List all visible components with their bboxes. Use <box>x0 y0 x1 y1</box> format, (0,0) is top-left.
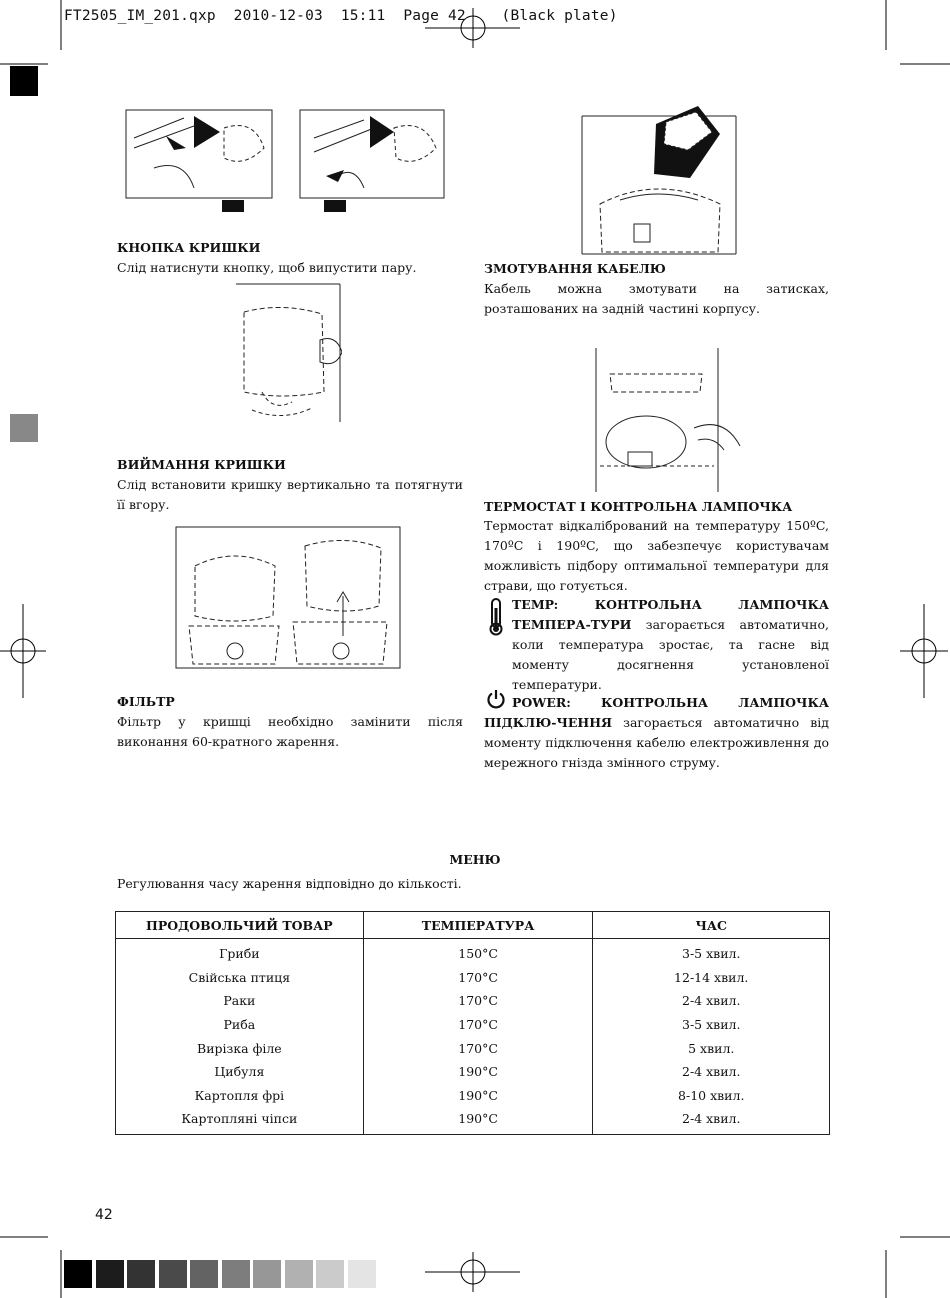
cell-time: 2-4 хвил. <box>593 1107 830 1134</box>
side-mark-black <box>10 66 38 96</box>
power-indicator-text <box>484 693 829 773</box>
cell-temperature: 190°C <box>363 1060 593 1084</box>
cell-food: Картопля фрі <box>116 1084 364 1108</box>
color-swatch <box>96 1260 124 1288</box>
filter-text: Фільтр у кришці необхідно замінити після виконання 60-кратного жарення. <box>117 714 463 749</box>
table-row <box>116 1036 830 1060</box>
filter-title: ФІЛЬТР <box>117 694 175 709</box>
menu-subtitle: Регулювання часу жарення відповідно до кількості. <box>117 876 462 891</box>
lid-removal-title: ВИЙМАННЯ КРИШКИ <box>117 457 286 472</box>
steam-button-illustration <box>232 282 342 424</box>
table-row <box>116 939 830 966</box>
cell-food: Свійська птиця <box>116 966 364 990</box>
header-time: ЧАС <box>593 912 830 939</box>
temp-indicator-text <box>512 595 829 695</box>
cell-time: 2-4 хвил. <box>593 1060 830 1084</box>
page-number: 42 <box>95 1207 113 1223</box>
temp-indicator-body: загорається автоматично, коли температура зростає, та гасне від моменту досягнення установленої температури. <box>512 617 829 692</box>
cell-temperature: 170°C <box>363 966 593 990</box>
lid-button-illustration <box>124 108 446 214</box>
fryer-illustration <box>580 104 738 256</box>
menu-title: МЕНЮ <box>449 852 501 867</box>
cell-temperature: 170°C <box>363 1036 593 1060</box>
cell-food: Раки <box>116 989 364 1013</box>
cell-time: 8-10 хвил. <box>593 1084 830 1108</box>
table-row <box>116 1107 830 1134</box>
power-indicator-lead: POWER: КОНТРОЛЬНА ЛАМПОЧКА ПІДКЛЮ-ЧЕННЯ <box>484 695 829 730</box>
table-header-row <box>116 912 830 939</box>
cell-time: 12-14 хвил. <box>593 966 830 990</box>
cell-temperature: 190°C <box>363 1107 593 1134</box>
color-swatch <box>190 1260 218 1288</box>
cooking-time-table <box>115 911 830 1135</box>
table-row <box>116 989 830 1013</box>
cable-text: Кабель можна змотувати на затисках, розташованих на задній частині корпусу. <box>484 281 829 316</box>
cell-time: 2-4 хвил. <box>593 989 830 1013</box>
color-swatch <box>64 1260 92 1288</box>
side-mark-gray <box>10 414 38 442</box>
print-slug: FT2505_IM_201.qxp 2010-12-03 15:11 Page 42 (Black plate) <box>64 8 618 24</box>
cell-food: Картопляні чіпси <box>116 1107 364 1134</box>
table-row <box>116 1013 830 1037</box>
header-food: ПРОДОВОЛЬЧИЙ ТОВАР <box>116 912 364 939</box>
cell-food: Риба <box>116 1013 364 1037</box>
power-indicator-body: загорається автоматично від моменту підключення кабелю електроживлення до мережного гнізда змінного струму. <box>484 715 829 770</box>
lid-button-title: КНОПКА КРИШКИ <box>117 240 261 255</box>
table-row <box>116 966 830 990</box>
color-swatch <box>348 1260 376 1288</box>
color-swatch <box>127 1260 155 1288</box>
cell-temperature: 170°C <box>363 989 593 1013</box>
cell-time: 5 хвил. <box>593 1036 830 1060</box>
lid-button-text: Слід натиснути кнопку, щоб випустити пару. <box>117 260 417 275</box>
cell-time: 3-5 хвил. <box>593 939 830 966</box>
cell-food: Гриби <box>116 939 364 966</box>
color-swatch <box>222 1260 250 1288</box>
cable-title: ЗМОТУВАННЯ КАБЕЛЮ <box>484 261 666 276</box>
temp-indicator-lead: TEMP: КОНТРОЛЬНА ЛАМПОЧКА ТЕМПЕРА-ТУРИ <box>512 597 829 632</box>
color-swatch <box>285 1260 313 1288</box>
cell-food: Вирізка філе <box>116 1036 364 1060</box>
cell-temperature: 150°C <box>363 939 593 966</box>
thermometer-icon <box>489 598 503 640</box>
cell-temperature: 190°C <box>363 1084 593 1108</box>
cell-food: Цибуля <box>116 1060 364 1084</box>
lid-removal-text: Слід встановити кришку вертикально та потягнути її вгору. <box>117 477 463 512</box>
color-swatch <box>159 1260 187 1288</box>
cell-time: 3-5 хвил. <box>593 1013 830 1037</box>
lid-removal-illustration <box>175 526 401 670</box>
cell-temperature: 170°C <box>363 1013 593 1037</box>
table-row <box>116 1060 830 1084</box>
color-swatch <box>253 1260 281 1288</box>
thermostat-text: Термостат відкалібрований на температуру 150ºC, 170ºC і 190ºC, що забезпечує користувачам можливість підбору оптимальної температури для страви, що готується. <box>484 518 829 593</box>
header-temperature: ТЕМПЕРАТУРА <box>363 912 593 939</box>
color-swatch <box>316 1260 344 1288</box>
table-row <box>116 1084 830 1108</box>
thermostat-title: ТЕРМОСТАТ І КОНТРОЛЬНА ЛАМПОЧКА <box>484 499 793 514</box>
cable-wrap-illustration <box>594 346 742 494</box>
